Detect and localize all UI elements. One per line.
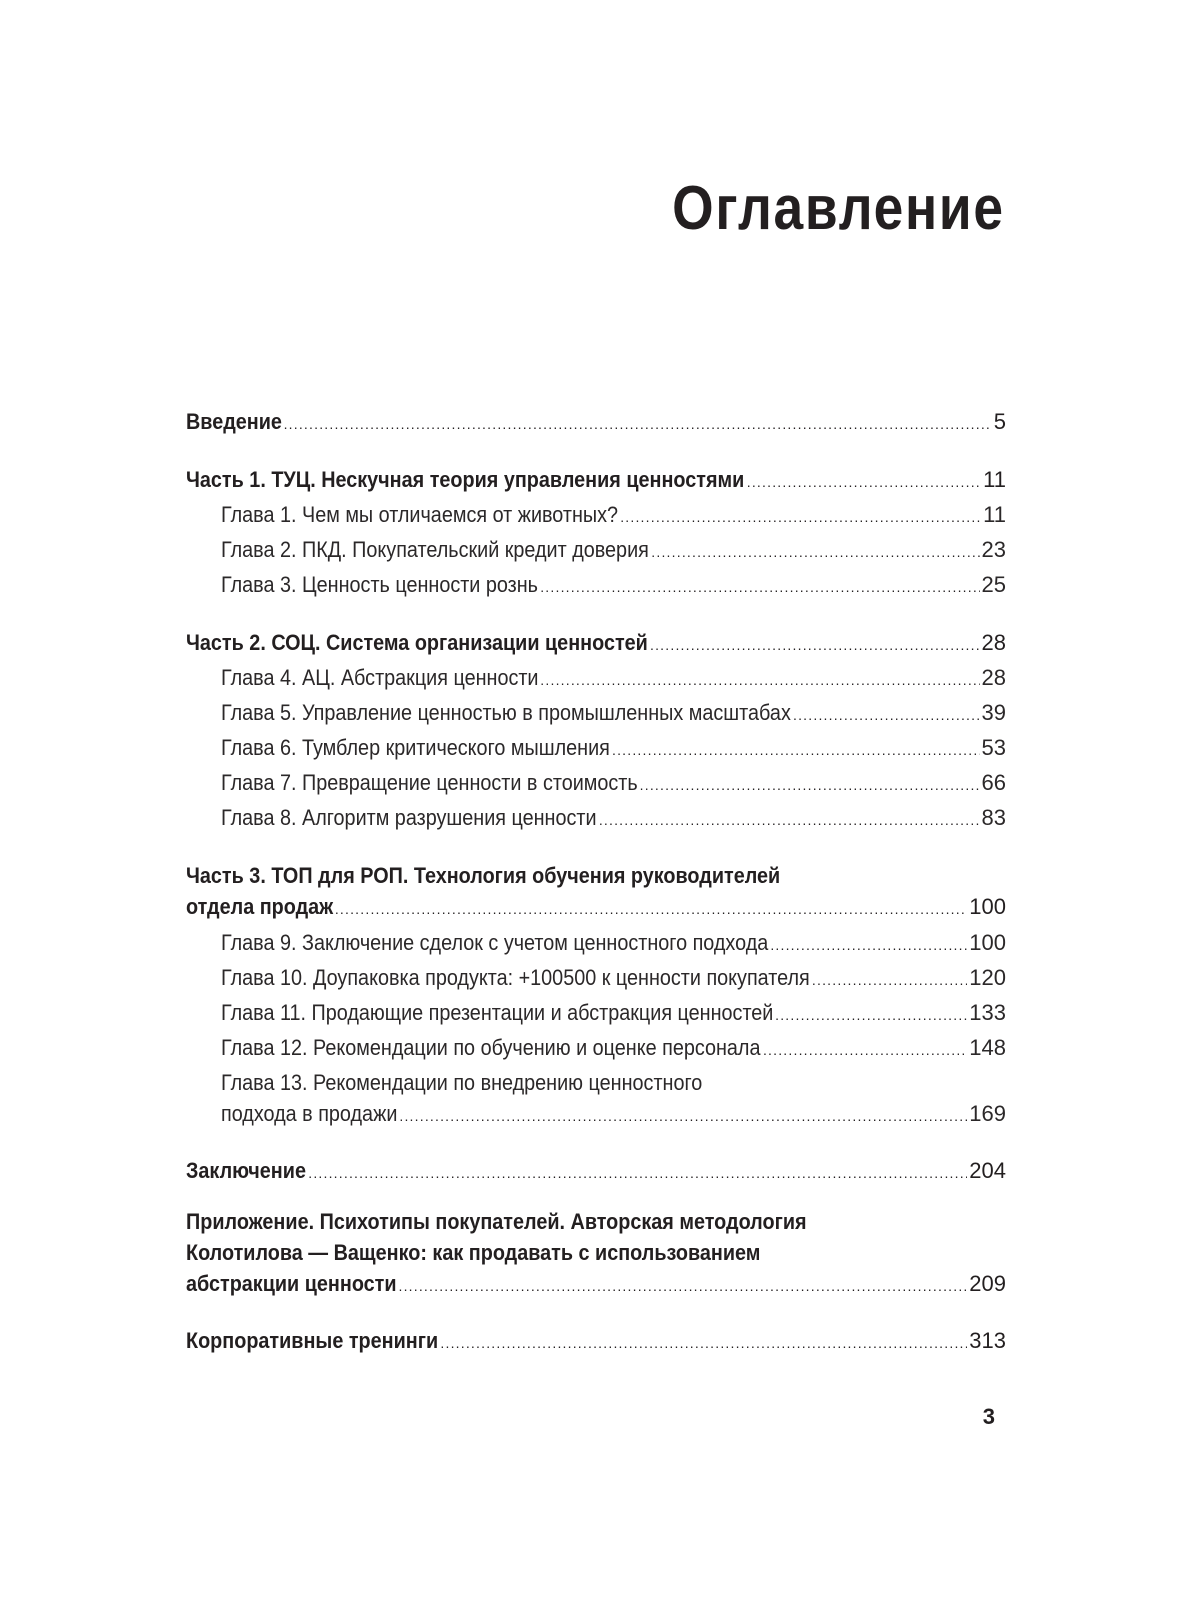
toc-chapter-entry[interactable] (221, 1032, 1006, 1066)
dot-leader (651, 537, 979, 568)
dot-leader (793, 700, 980, 731)
dot-leader (612, 735, 980, 766)
toc-page-number: 11 (983, 502, 1006, 527)
toc-chapter-entry[interactable] (221, 732, 1006, 766)
dot-leader (398, 1271, 967, 1302)
dot-leader (620, 502, 981, 533)
toc-page-number: 39 (981, 700, 1006, 725)
toc-chapter-entry[interactable] (221, 767, 1006, 801)
toc-page-number: 100 (969, 894, 1006, 919)
toc-page-number: 25 (981, 572, 1006, 597)
toc-part-entry[interactable] (186, 1155, 1006, 1189)
toc-entry-title: Глава 9. Заключение сделок с учетом ценностного подхода (221, 930, 769, 955)
toc-entry-title: Глава 6. Тумблер критического мышления (221, 735, 610, 760)
toc-chapter-entry[interactable] (221, 927, 1006, 961)
toc-entry-title: Часть 2. СОЦ. Система организации ценностей (186, 630, 648, 655)
toc-entry-title: абстракции ценности (186, 1271, 397, 1296)
dot-leader (599, 805, 980, 836)
page-number: 3 (982, 1404, 995, 1429)
toc-page-number: 209 (969, 1271, 1006, 1296)
toc-page-number: 120 (969, 965, 1006, 990)
toc-chapter-entry[interactable] (221, 802, 1006, 836)
dot-leader (284, 409, 992, 440)
toc-chapter-entry[interactable] (221, 569, 1006, 603)
toc-page-number: 313 (969, 1328, 1006, 1353)
dot-leader (775, 1000, 967, 1031)
dot-leader (650, 630, 980, 661)
toc-part-entry[interactable] (186, 627, 1006, 661)
toc-entry-title: Введение (186, 409, 282, 434)
toc-entry-title: Заключение (186, 1158, 306, 1183)
toc-page-number: 100 (969, 930, 1006, 955)
toc-chapter-entry[interactable] (221, 1067, 1006, 1132)
toc-entry-title: отдела продаж (186, 894, 334, 919)
toc-chapter-entry[interactable] (221, 997, 1006, 1031)
dot-leader (540, 665, 979, 696)
toc-entry-title: Корпоративные тренинги (186, 1328, 439, 1353)
toc-page-number: 5 (993, 409, 1006, 434)
toc-entry-title: Глава 3. Ценность ценности рознь (221, 572, 538, 597)
toc-entry-title: Глава 2. ПКД. Покупательский кредит доверия (221, 537, 649, 562)
toc-page-number: 133 (969, 1000, 1006, 1025)
toc-page-number: 169 (969, 1101, 1006, 1126)
toc-entry-title: Глава 5. Управление ценностью в промышленных масштабах (221, 700, 791, 725)
toc-page-number: 66 (981, 770, 1006, 795)
toc-page-number: 148 (969, 1035, 1006, 1060)
toc-page-number: 53 (981, 735, 1006, 760)
toc-page-number: 23 (981, 537, 1006, 562)
toc-entry-title-line: Часть 3. ТОП для РОП. Технология обучения руководителей (186, 863, 781, 888)
toc-entry-title: Глава 4. АЦ. Абстракция ценности (221, 665, 539, 690)
toc-chapter-entry[interactable] (221, 662, 1006, 696)
toc-part-entry[interactable] (186, 1206, 1006, 1302)
dot-leader (763, 1035, 967, 1066)
dot-leader (770, 930, 967, 961)
dot-leader (399, 1101, 967, 1132)
dot-leader (640, 770, 980, 801)
dot-leader (335, 894, 967, 925)
toc-entry-title-line: Приложение. Психотипы покупателей. Авторская методология (186, 1209, 807, 1234)
toc-chapter-entry[interactable] (221, 697, 1006, 731)
toc-entry-title: Глава 11. Продающие презентации и абстракция ценностей (221, 1000, 774, 1025)
toc-entry-title-line: Глава 13. Рекомендации по внедрению ценностного (221, 1070, 703, 1095)
toc-part-entry[interactable] (186, 860, 1006, 925)
toc-page-number: 204 (969, 1158, 1006, 1183)
toc-entry-title: Глава 8. Алгоритм разрушения ценности (221, 805, 597, 830)
toc-entry-title: Часть 1. ТУЦ. Нескучная теория управления ценностями (186, 467, 745, 492)
toc-page-number: 83 (981, 805, 1006, 830)
dot-leader (540, 572, 979, 603)
toc-page-number: 11 (983, 467, 1006, 492)
page-title: Оглавление (672, 174, 1005, 243)
toc-part-entry[interactable] (186, 1325, 1006, 1359)
toc-part-entry[interactable] (186, 464, 1006, 498)
toc-entry-title-line: Колотилова — Ващенко: как продавать с использованием (186, 1240, 761, 1265)
toc-page-number: 28 (981, 630, 1006, 655)
dot-leader (747, 467, 981, 498)
toc-entry-title: Глава 1. Чем мы отличаемся от животных? (221, 502, 619, 527)
dot-leader (440, 1328, 967, 1359)
toc-part-entry[interactable] (186, 406, 1006, 440)
toc-page-number: 28 (981, 665, 1006, 690)
toc-chapter-entry[interactable] (221, 534, 1006, 568)
dot-leader (812, 965, 967, 996)
toc-entry-title: Глава 12. Рекомендации по обучению и оценке персонала (221, 1035, 761, 1060)
toc-entry-title: подхода в продажи (221, 1101, 398, 1126)
toc-chapter-entry[interactable] (221, 499, 1006, 533)
toc-entry-title: Глава 10. Доупаковка продукта: +100500 к ценности покупателя (221, 965, 810, 990)
toc-chapter-entry[interactable] (221, 962, 1006, 996)
toc-entry-title: Глава 7. Превращение ценности в стоимость (221, 770, 638, 795)
dot-leader (308, 1158, 967, 1189)
